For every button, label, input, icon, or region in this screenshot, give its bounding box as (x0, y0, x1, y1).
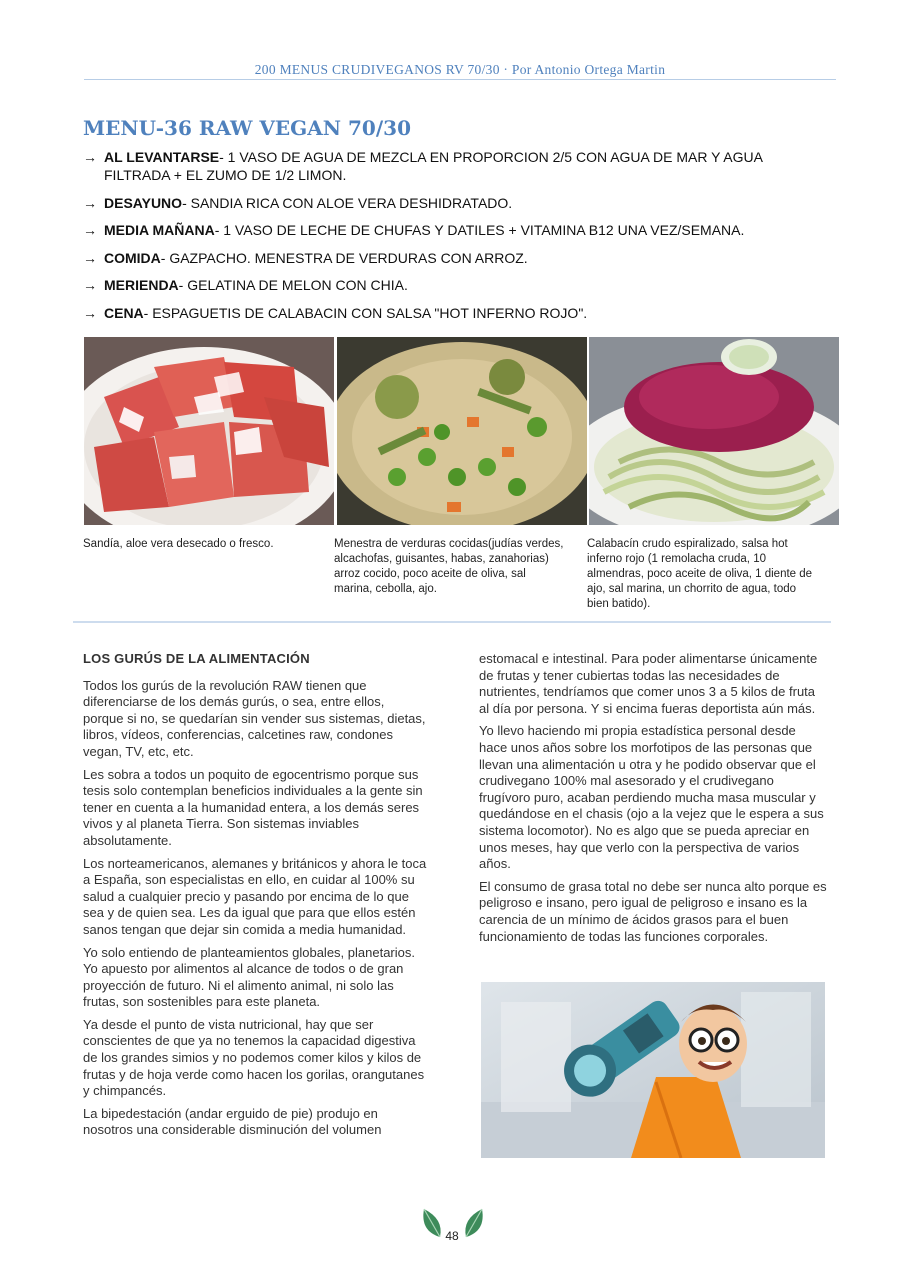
photo-caption-2: Menestra de verduras cocidas(judías verdes, alcachofas, guisantes, habas, zanahorias) arroz cocido, poco aceite de oliva, sal marina, cebolla, ajo. (334, 538, 564, 595)
arrow-icon: → (83, 304, 97, 321)
arrow-icon: → (83, 194, 97, 211)
page-number: 48 (445, 1229, 459, 1243)
menu-item-label: MERIENDA (104, 277, 179, 293)
menu-item-media-manana (83, 221, 823, 239)
section-divider (73, 621, 831, 623)
article-paragraph: Les sobra a todos un poquito de egocentrismo porque sus tesis solo contemplan beneficios individuales a la gente sin tener en cuenta a la humanidad entera, a los demás seres vivos y al planeta Tierra. Son sistemas inviables absolutamente. (83, 766, 423, 848)
arrow-icon: → (83, 277, 97, 293)
article-paragraph: Ya desde el punto de vista nutricional, hay que ser conscientes de que ya no tenemos la capacidad digestiva de los grandes simios y no podemos comer kilos y kilos de frutas y de hoja verde como hacen los gorilas, orangutanes y chimpancés. (83, 1016, 425, 1099)
article-title: LOS GURÚS DE LA ALIMENTACIÓN (83, 651, 310, 666)
menu-item-label: MEDIA MAÑANA (104, 222, 215, 238)
arrow-icon: → (83, 249, 97, 266)
menu-item-cena (83, 304, 823, 322)
article-paragraph: Los norteamericanos, alemanes y británicos y ahora le toca a España, son especialistas en ello, en cuidar al 100% su salud a cualquier precio y pasando por encima de lo que sea y de quien sea. Les da igual que para que ellos estén sanos tengan que dejar sin comida a media humanidad. (83, 855, 427, 937)
menu-item-desayuno (83, 194, 823, 212)
article-paragraph: Yo llevo haciendo mi propia estadística personal desde hace unos años sobre los morfotipos de las personas que llevan una alimentación u otra y he podido observar que el crudivegano 100% mal asesorado y el crudivegano frugívoro puro, acaban perdiendo mucha masa muscular y quedándose en el chasis (ojo a la vejez que le espera a sus sistema locomotor). No es algo que se pueda apreciar en unos meses, hay que verlo con la perspectiva de varios años. (479, 723, 824, 872)
photo-espaguetis-calabacin (589, 337, 839, 525)
menu-item-comida (83, 249, 823, 267)
cartoon-illustration (481, 982, 825, 1158)
article-left-column (83, 651, 428, 1145)
photo-watermelon (84, 337, 334, 525)
menu-item-label: DESAYUNO (104, 194, 183, 211)
menu-item-label: COMIDA (104, 249, 161, 266)
arrow-icon: → (83, 149, 97, 165)
menu-item-al-levantarse (83, 148, 823, 184)
arrow-icon: → (83, 222, 97, 238)
menu-item-text: - GELATINA DE MELON CON CHIA. (178, 277, 408, 293)
article-paragraph: La bipedestación (andar erguido de pie) produjo en nosotros una considerable disminución del volumen (83, 1105, 382, 1138)
menu-item-text: - 1 VASO DE LECHE DE CHUFAS Y DATILES + VITAMINA B12 UNA VEZ/SEMANA. (214, 222, 745, 238)
menu-list (83, 148, 823, 331)
photo-caption-1: Sandía, aloe vera desecado o fresco. (83, 538, 274, 550)
menu-item-text: - SANDIA RICA CON ALOE VERA DESHIDRATADO. (182, 194, 513, 211)
running-header: 200 MENUS CRUDIVEGANOS RV 70/30 · Por Antonio Ortega Martin (254, 62, 666, 77)
header-divider (84, 79, 836, 80)
article-paragraph: estomacal e intestinal. Para poder alimentarse únicamente de frutas y tener cubiertas todas las necesidades de nutrientes, tendríamos que comer unos 3 a 5 kilos de fruta al día por persona. Y si encima fueras deportista aún más. (479, 651, 818, 716)
photo-menestra (337, 337, 587, 525)
article-paragraph: Todos los gurús de la revolución RAW tienen que diferenciarse de los demás gurús, o sea, entre ellos, porque si no, se quedarían sin vender sus sistemas, dietas, libros, vídeos, conferencias, calcetines raw, condones vegan, TV, etc, etc. (83, 677, 426, 759)
menu-item-text: - 1 VASO DE AGUA DE MEZCLA EN PROPORCION 2/5 CON AGUA DE MAR Y AGUA FILTRADA + EL ZUMO DE 1/2 LIMON. (104, 149, 763, 183)
menu-item-merienda (83, 276, 823, 294)
menu-item-label: AL LEVANTARSE (104, 149, 220, 165)
menu-item-text: - GAZPACHO. MENESTRA DE VERDURAS CON ARROZ. (160, 249, 528, 266)
menu-title: MENU-36 RAW VEGAN 70/30 (83, 116, 411, 140)
menu-item-label: CENA (104, 304, 144, 321)
menu-item-text: - ESPAGUETIS DE CALABACIN CON SALSA "HOT INFERNO ROJO". (143, 304, 588, 321)
photo-caption-3: Calabacín crudo espiralizado, salsa hot inferno rojo (1 remolacha cruda, 10 almendras, poco aceite de oliva, 1 diente de ajo, sal marina, un chorrito de agua, todo bien batido). (587, 538, 813, 610)
article-paragraph: El consumo de grasa total no debe ser nunca alto porque es peligroso e insano, pero igual de peligroso e insano es la carencia de un mínimo de ácidos grasos para el buen funcionamiento de todas las funciones corporales. (479, 878, 827, 944)
article-right-column (479, 651, 827, 951)
article-paragraph: Yo solo entiendo de planteamientos globales, planetarios. Yo apuesto por alimentos al alcance de todos o de gran proyección de futuro. Ni el alimento animal, ni solo las frutas, son sostenibles para este planeta. (83, 944, 415, 1010)
